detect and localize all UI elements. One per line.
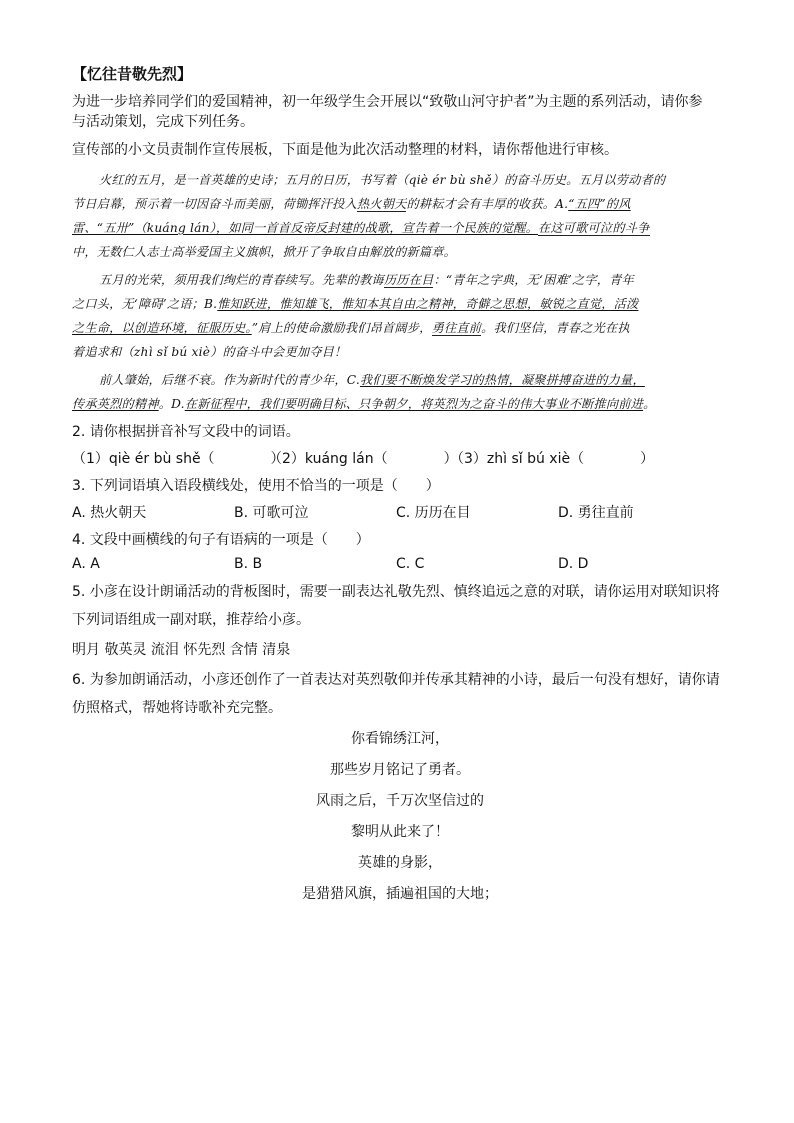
question-6 bbox=[72, 670, 728, 718]
intro-line: 为进一步培养同学们的爱国精神，初一年级学生会开展以“致敬山河守护者”为主题的系列活动，请你参 bbox=[72, 94, 703, 110]
option-b[interactable]: B. B bbox=[234, 556, 263, 572]
blank-word-c: 历历在目 bbox=[383, 273, 434, 287]
underlined-sentence-c: 我们要不断焕发学习的热情，凝聚拼搏奋进的力量， bbox=[359, 373, 645, 387]
question-5 bbox=[72, 582, 728, 660]
option-a[interactable]: A. A bbox=[72, 556, 100, 572]
question-text: 4. 文段中画横线的句子有语病的一项是（ ） bbox=[72, 532, 370, 548]
underlined-sentence-a: “五四”的风 bbox=[568, 197, 631, 211]
section-title: 【忆往昔敬先烈】 bbox=[72, 65, 193, 83]
underlined-sentence-a: 雷、“五卅”（kuáng lán），如同一首首反帝反封建的战歌，宣告着一个民族的觉醒。 bbox=[72, 221, 538, 235]
poem-line: 那些岁月铭记了勇者。 bbox=[330, 762, 470, 778]
poem-line: 你看锦绣江河， bbox=[351, 731, 449, 747]
underlined-sentence-c: 传承英烈的精神 bbox=[72, 397, 159, 411]
passage-text: 之口头，无‘障碍’之语；B. bbox=[72, 297, 218, 311]
poem-line: 英雄的身影， bbox=[358, 855, 442, 871]
option-c[interactable]: C. 历历在目 bbox=[396, 505, 471, 521]
underlined-sentence-d: 在新征程中，我们要明确目标、只争朝夕，将英烈为之奋斗的伟大事业不断推向前进 bbox=[184, 397, 644, 411]
passage-line bbox=[72, 216, 728, 240]
passage-text: 前人肇始，后继不衰。作为新时代的青少年，C. bbox=[99, 373, 360, 387]
choice-options bbox=[72, 556, 728, 572]
pinyin-blanks bbox=[72, 448, 728, 468]
poem-line: 风雨之后，千万次坚信过的 bbox=[316, 793, 484, 809]
blank-word-d: 勇往直前 bbox=[431, 321, 482, 335]
choice-options bbox=[72, 502, 728, 522]
intro-line: 与活动策划，完成下列任务。 bbox=[72, 114, 254, 130]
passage-line bbox=[72, 268, 728, 292]
passage-line bbox=[72, 316, 728, 340]
poem bbox=[72, 724, 728, 910]
passage-text: 节日启幕，预示着一切因奋斗而美丽，荷锄挥汗投入 bbox=[72, 197, 357, 211]
pinyin-blank[interactable]: （2）kuáng lán（ ） bbox=[268, 451, 458, 467]
passage-line bbox=[72, 368, 728, 392]
option-b[interactable]: B. 可歌可泣 bbox=[234, 505, 309, 521]
passage-line bbox=[72, 168, 728, 192]
question-text: 仿照格式，帮她将诗歌补充完整。 bbox=[72, 700, 282, 716]
passage-line bbox=[72, 192, 728, 216]
question-4 bbox=[72, 530, 728, 572]
blank-word-a: 热火朝天 bbox=[356, 197, 407, 211]
question-2 bbox=[72, 422, 728, 468]
passage-text: 。D. bbox=[158, 397, 185, 411]
underlined-sentence-b: 惟知跃进，惟知雄飞，惟知本其自由之精神，奇僻之思想，敏锐之直觉，活泼 bbox=[217, 297, 639, 311]
material-passage bbox=[72, 168, 728, 416]
option-d[interactable]: D. D bbox=[558, 556, 589, 572]
blank-word-b: 在这可歌可泣的斗争 bbox=[538, 221, 650, 235]
passage-line bbox=[72, 292, 728, 316]
passage-text: 。 bbox=[643, 397, 656, 411]
question-text: 下列词语组成一副对联，推荐给小彦。 bbox=[72, 612, 310, 628]
passage-text: 着追求和（zhì sǐ bú xiè）的奋斗中会更加夺目！ bbox=[72, 345, 347, 359]
passage-text: 的耕耘才会有丰厚的收获。A. bbox=[406, 197, 569, 211]
question-3 bbox=[72, 476, 728, 522]
question-text: 2. 请你根据拼音补写文段中的词语。 bbox=[72, 424, 300, 440]
passage-text: 火红的五月，是一首英雄的史诗；五月的日历，书写着（qiè ér bù shě）的奋斗历史。五月以劳动者的 bbox=[99, 173, 666, 187]
pinyin-blank[interactable]: （3）zhì sǐ bú xiè（ ） bbox=[450, 451, 655, 467]
underlined-sentence-b: 之生命，以创造环境，征服历史。 bbox=[72, 321, 252, 335]
document-page bbox=[72, 64, 728, 910]
question-text: 6. 为参加朗诵活动，小彦还创作了一首表达对英烈敬仰并传承其精神的小诗，最后一句没有想好，请你请 bbox=[72, 672, 720, 688]
option-d[interactable]: D. 勇往直前 bbox=[558, 505, 634, 521]
option-a[interactable]: A. 热火朝天 bbox=[72, 505, 147, 521]
passage-line bbox=[72, 340, 728, 364]
passage-text: 中，无数仁人志士高举爱国主义旗帜，掀开了争取自由解放的新篇章。 bbox=[72, 245, 457, 259]
option-c[interactable]: C. C bbox=[396, 556, 425, 572]
pinyin-blank[interactable]: （1）qiè ér bù shě（ ） bbox=[72, 451, 285, 467]
intro bbox=[72, 92, 728, 160]
couplet-words: 明月 敬英灵 流泪 怀先烈 含情 清泉 bbox=[72, 642, 291, 658]
passage-text: ”肩上的使命激励我们昂首阔步， bbox=[251, 321, 432, 335]
passage-text: ：“青年之字典，无‘困难’之字，青年 bbox=[433, 273, 634, 287]
intro-line: 宣传部的小文员责制作宣传展板，下面是他为此次活动整理的材料，请你帮他进行审核。 bbox=[72, 142, 618, 158]
poem-line: 是猎猎风旗，插遍祖国的大地； bbox=[302, 886, 498, 902]
question-text: 3. 下列词语填入语段横线处，使用不恰当的一项是（ ） bbox=[72, 478, 440, 494]
passage-line bbox=[72, 392, 728, 416]
passage-line bbox=[72, 240, 728, 264]
passage-text: 。我们坚信，青春之光在执 bbox=[481, 321, 630, 335]
passage-text: 五月的光荣，须用我们绚烂的青春续写。先辈的教诲 bbox=[99, 273, 384, 287]
poem-line: 黎明从此来了！ bbox=[351, 824, 449, 840]
question-text: 5. 小彦在设计朗诵活动的背板图时，需要一副表达礼敬先烈、慎终追远之意的对联，请你运用对联知识将 bbox=[72, 584, 720, 600]
